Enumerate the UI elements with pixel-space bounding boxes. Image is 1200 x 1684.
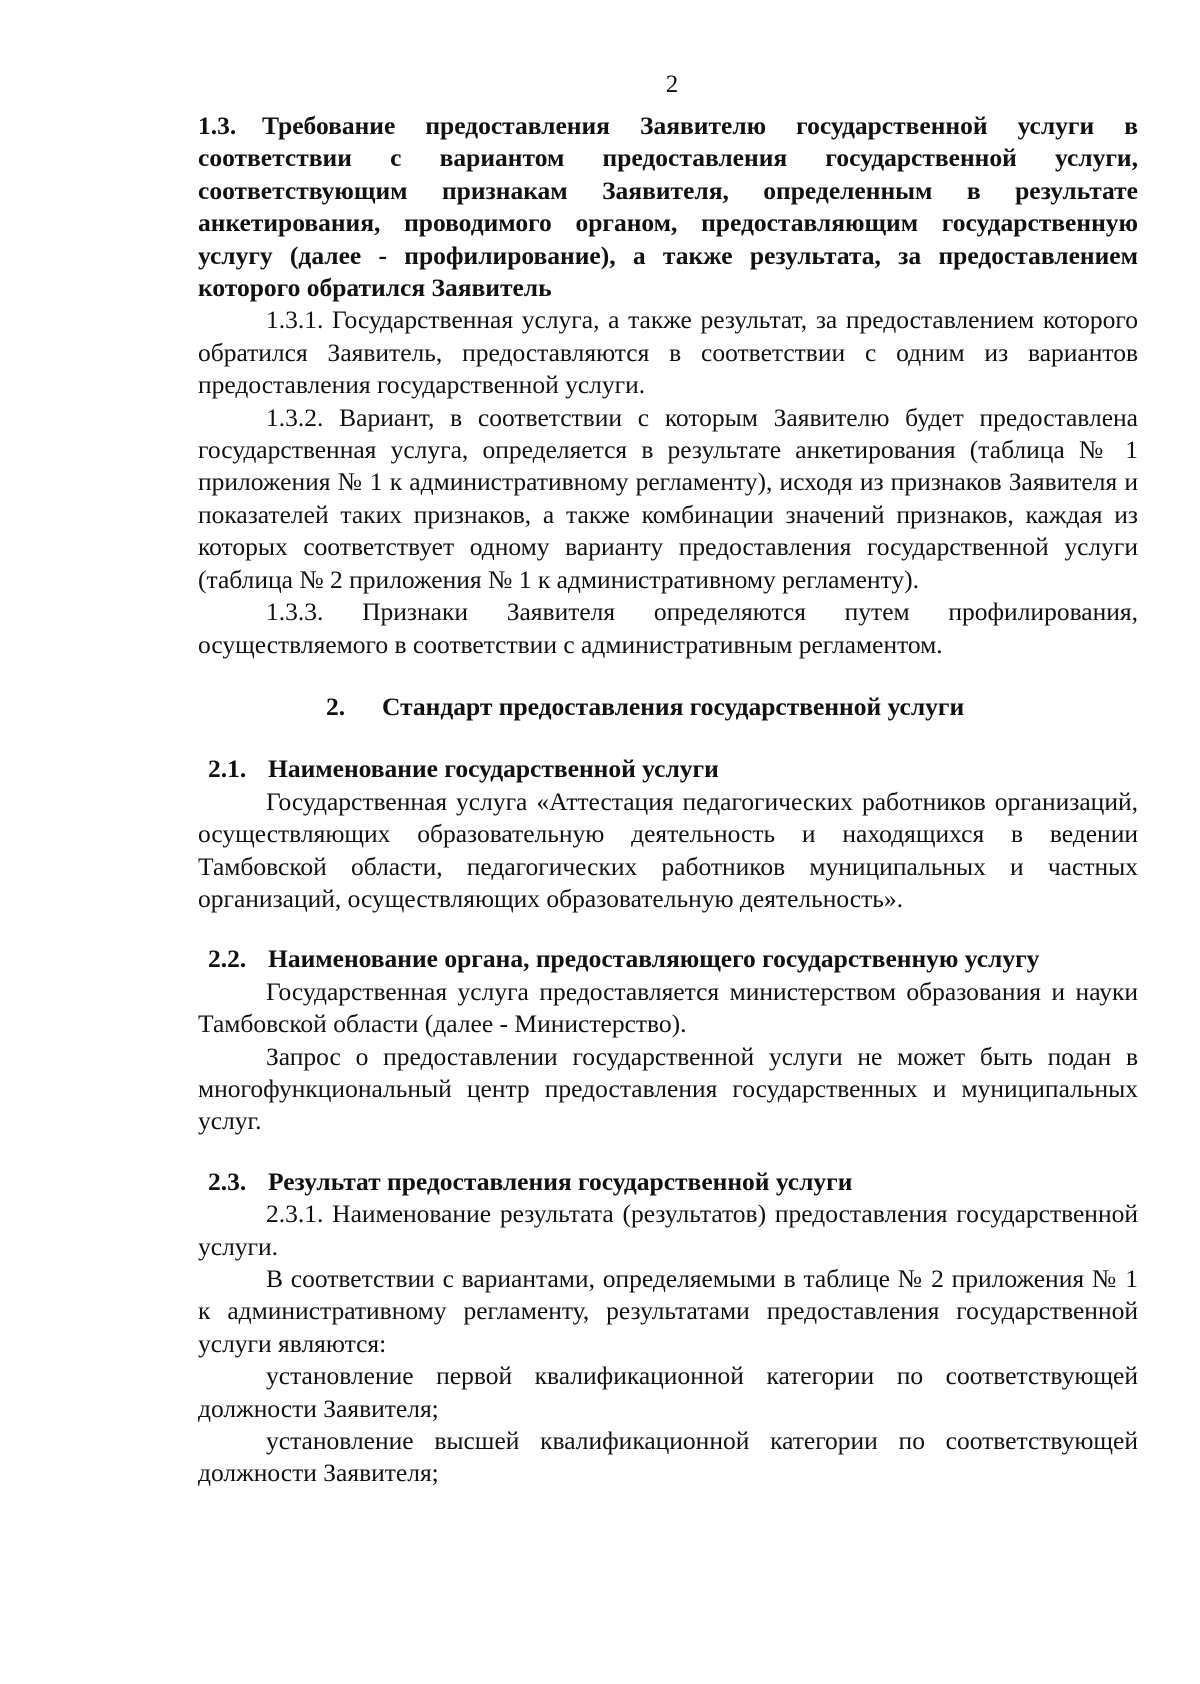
section-1-3-heading <box>198 110 1138 304</box>
paragraph-1-3-1: 1.3.1. Государственная услуга, а также результат, за предоставлением которого обратился Заявитель, предоставляются в соответствии с одним из вариантов предоставления государственной услуги. <box>198 305 1138 400</box>
page-number: 2 <box>665 71 679 98</box>
section-2-2-number: 2.2. <box>208 944 247 974</box>
paragraph-2-3-3: установление первой квалификационной категории по соответствующей должности Заявителя; <box>198 1361 1138 1423</box>
section-2-3-number: 2.3. <box>208 1166 247 1196</box>
section-2-3-title: Результат предоставления государственной услуги <box>268 1166 853 1196</box>
paragraph-2-1-1: Государственная услуга «Аттестация педагогических работников организаций, осуществляющих образовательную деятельность и находящихся в ведении Тамбовской области, педагогических работников муниципальных и частных организаций, осуществляющих образовательную деятельность». <box>198 786 1138 913</box>
section-2-1-title: Наименование государственной услуги <box>268 754 719 784</box>
section-2-title: Стандарт предоставления государственной услуги <box>382 691 965 721</box>
paragraph-1-3-2: 1.3.2. Вариант, в соответствии с которым Заявителю будет предоставлена государственная услуга, определяется в результате анкетирования (таблица № 1 приложения № 1 к административному регламенту), исходя из признаков Заявителя и показателей таких признаков, а также комбинации значений признаков, каждая из которых соответствует одному варианту предоставления государственной услуги (таблица № 2 приложения № 1 к административному регламенту). <box>198 402 1138 594</box>
paragraph-2-3-2: В соответствии с вариантами, определяемыми в таблице № 2 приложения № 1 к административному регламенту, результатами предоставления государственной услуги являются: <box>198 1264 1138 1358</box>
paragraph-1-3-3: 1.3.3. Признаки Заявителя определяются путем профилирования, осуществляемого в соответствии с административным регламентом. <box>198 597 1138 659</box>
section-1-3 <box>198 110 1138 661</box>
section-2-3 <box>198 1166 1138 1490</box>
paragraph-2-2-2: Запрос о предоставлении государственной услуги не может быть подан в многофункциональный центр предоставления государственных и муниципальных услуг. <box>198 1041 1138 1136</box>
section-2-1-number: 2.1. <box>208 754 247 784</box>
section-2-number: 2. <box>326 691 346 721</box>
paragraph-2-3-1: 2.3.1. Наименование результата (результатов) предоставления государственной услуги. <box>198 1199 1138 1261</box>
document-page <box>198 70 1138 1490</box>
section-2-2 <box>198 943 1138 1137</box>
section-1-3-title: Требование предоставления Заявителю государственной услуги в соответствии с вариантом предоставления государственной услуги, соответствующим признакам Заявителя, определенным в результате анкетирования, проводимого органом, предоставляющим государственную услугу (далее - профилирование), а также результата, за предоставлением которого обратился Заявитель <box>198 111 1138 303</box>
paragraph-2-2-1: Государственная услуга предоставляется министерством образования и науки Тамбовской области (далее - Министерство). <box>198 976 1138 1039</box>
section-2-1 <box>198 753 1138 915</box>
section-2-1-heading <box>198 753 1138 785</box>
paragraph-2-3-4: установление высшей квалификационной категории по соответствующей должности Заявителя; <box>198 1426 1138 1488</box>
section-1-3-number: 1.3. <box>198 111 237 140</box>
section-2-2-heading <box>198 943 1138 975</box>
section-2-2-title: Наименование органа, предоставляющего государственную услугу <box>268 944 1040 974</box>
section-2-3-heading <box>198 1166 1138 1198</box>
section-2-heading <box>198 691 1138 723</box>
